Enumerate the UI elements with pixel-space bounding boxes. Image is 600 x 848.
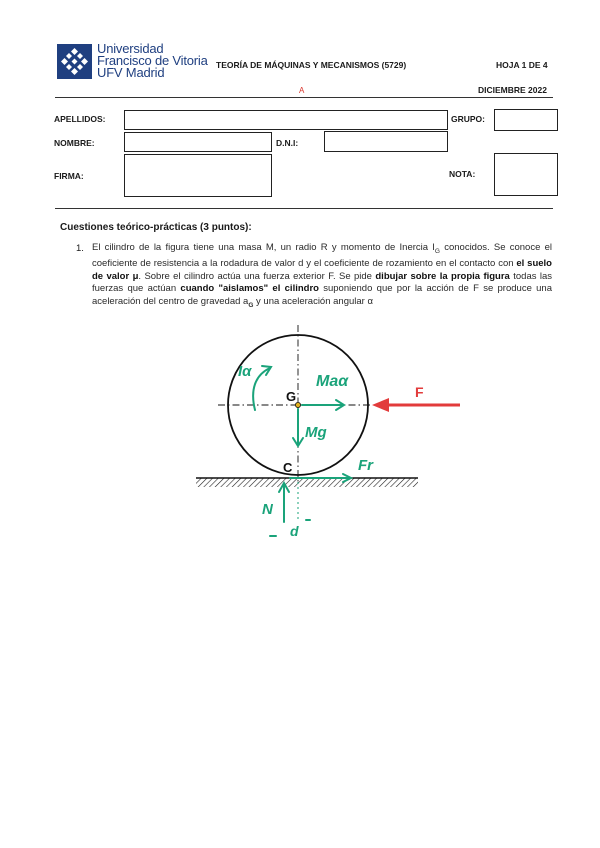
- university-line-1: Universidad: [97, 41, 164, 56]
- exam-date: DICIEMBRE 2022: [478, 85, 547, 95]
- nombre-field[interactable]: [124, 132, 272, 152]
- ground-hatch: [196, 478, 418, 487]
- hw-mg: Mg: [305, 424, 327, 441]
- nota-field[interactable]: [494, 153, 558, 196]
- apellidos-field[interactable]: [124, 110, 448, 130]
- apellidos-label: APELLIDOS:: [54, 114, 106, 124]
- cylinder-figure: [0, 300, 600, 570]
- hw-d: d: [290, 523, 299, 539]
- dni-field[interactable]: [324, 131, 448, 152]
- nombre-label: NOMBRE:: [54, 138, 95, 148]
- sheet-number: HOJA 1 DE 4: [496, 60, 548, 70]
- exam-version: A: [299, 86, 305, 95]
- firma-label: FIRMA:: [54, 171, 84, 181]
- question-text: El cilindro de la figura tiene una masa M, un radio R y momento de Inercia $I_G$ conocidos. Se conoce el coeficiente de resistencia a la rodadura de valor d y el coeficiente de rozamiento en el contacto con el suelo de valor μ. Sobre el cilindro actúa una fuerza exterior F. Se pide dibujar sobre la propia figura todas las fuerzas que actúan cuando "aislamos" el cilindro suponiendo que por la acción de F se produce una aceleración del centro de gravedad $a_G$ y una aceleración angular α: [92, 242, 553, 309]
- question-number: 1.: [76, 243, 84, 254]
- label-c: C: [283, 460, 293, 475]
- hw-fr: Fr: [358, 457, 373, 474]
- hw-ma: Maα: [316, 373, 349, 390]
- grupo-label: GRUPO:: [451, 114, 485, 124]
- university-line-2: Francisco de Vitoria: [97, 53, 208, 68]
- university-logo: [57, 44, 92, 79]
- nota-label: NOTA:: [449, 169, 476, 179]
- university-name: [97, 43, 208, 79]
- hw-inertia: Iα: [238, 363, 252, 380]
- label-f: F: [415, 384, 424, 400]
- hw-n: N: [262, 501, 273, 518]
- grupo-field[interactable]: [494, 109, 558, 131]
- university-line-3: UFV Madrid: [97, 65, 165, 80]
- firma-field[interactable]: [124, 154, 272, 197]
- section-title: Cuestiones teórico-prácticas (3 puntos):: [60, 222, 252, 233]
- dni-label: D.N.I:: [276, 138, 299, 148]
- force-f-arrowhead: [372, 398, 389, 412]
- form-divider: [55, 208, 553, 209]
- course-title: TEORÍA DE MÁQUINAS Y MECANISMOS (5729): [216, 60, 407, 70]
- header-divider: [55, 97, 553, 98]
- label-g: G: [286, 389, 297, 404]
- center-point: [295, 402, 300, 407]
